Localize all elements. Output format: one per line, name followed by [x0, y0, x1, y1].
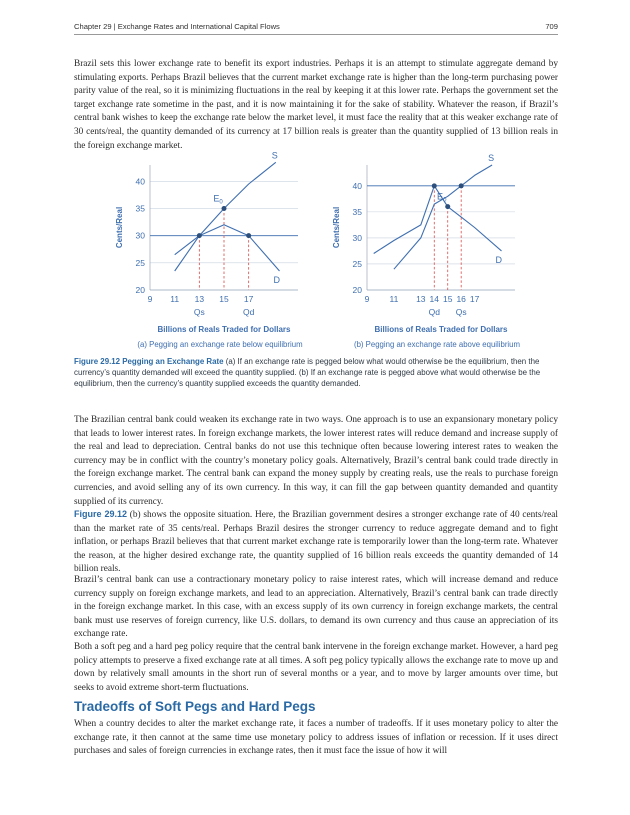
supply-curve	[175, 162, 276, 271]
supply-label: S	[271, 150, 278, 161]
y-tick-label: 20	[352, 285, 362, 295]
demand-label: D	[273, 274, 280, 285]
header-rule	[74, 34, 558, 35]
supply-label: S	[488, 153, 495, 163]
page-header	[74, 22, 558, 31]
y-tick-label: 40	[352, 180, 362, 191]
chart-a	[108, 150, 308, 352]
chart-b	[325, 153, 525, 352]
equilibrium-label: $E_0$	[213, 193, 223, 206]
intersection-point	[445, 204, 450, 209]
page-number: 709	[545, 22, 558, 31]
y-tick-label: 40	[135, 176, 145, 187]
intersection-point	[246, 233, 251, 238]
quantity-label: Qd	[242, 307, 255, 317]
paragraph-opposite	[74, 508, 558, 577]
y-tick-label: 30	[135, 230, 145, 241]
x-tick-label: 13	[416, 294, 426, 304]
y-axis-title: Cents/Real	[332, 206, 341, 249]
y-tick-label: 30	[352, 232, 362, 243]
quantity-label: Qs	[455, 307, 467, 317]
x-tick-label: 9	[364, 294, 370, 304]
demand-label: D	[495, 254, 503, 265]
x-tick-label: 17	[469, 294, 480, 304]
figure-caption	[74, 356, 558, 389]
paragraph-intro: Brazil sets this lower exchange rate to benefit its export industries. Perhaps it is an attempt to stimulate aggregate demand by stimulating exports. Perhaps Brazil believes that the current market exchange rate is higher than the long-term purchasing power parity value of the real, so it is minimizing fluctuations in the real by keeping it at this lower rate. Perhaps the government set the target exchange rate sometime in the past, and it is now maintaining it for the sake of stability. Whatever the reason, if Brazil’s central bank wishes to keep the exchange rate below the market level, it must face the reality that at this weaker exchange rate of 30 cents/real, the quantity demanded of its currency at 17 billion reals is greater than the quantity supplied of 13 billion reals in the foreign exchange market.	[74, 59, 558, 151]
x-tick-label: 9	[147, 294, 153, 304]
figure-title: Figure 29.12 Pegging an Exchange Rate	[74, 357, 224, 366]
paragraph-soft-hard: Both a soft peg and a hard peg policy require that the central bank intervene in the foreign exchange market. However, a hard peg policy attempts to preserve a fixed exchange rate at all times. A soft peg policy typically allows the exchange rate to move up and down by relatively small amounts in the short run of several months or a year, and to move by larger amounts over time, but seeks to avoid extreme short-term fluctuations.	[74, 642, 558, 693]
chart-subtitle: (b) Pegging an exchange rate above equilibrium	[353, 340, 521, 349]
y-tick-label: 25	[135, 257, 145, 268]
paragraph-contractionary: Brazil’s central bank can use a contractionary monetary policy to raise interest rates, which will increase demand and reduce currency supply on foreign exchange markets, and lead to an appreciation. Alternatively, Brazil’s central bank can trade directly in the foreign exchange market. In this case, with an excess supply of its own currency in foreign exchange markets, the central bank must use reserves of foreign currency, like U.S. dollars, to demand its own currency and thus cause an appreciation of its exchange rate.	[74, 575, 558, 640]
x-tick-label: 11	[170, 294, 180, 304]
y-tick-label: 25	[352, 258, 362, 269]
paragraph-weaken: The Brazilian central bank could weaken its exchange rate in two ways. One approach is to use an expansionary monetary policy that leads to lower interest rates. In foreign exchange markets, the lower interest rates will reduce demand and increase supply of the real and lead to depreciation. Central banks do not use this technique often because lowering interest rates to weaken the currency may be in conflict with the country’s monetary policy goals. Alternatively, Brazil’s central bank could trade directly in the foreign exchange market. The central bank can expand the money supply by creating reals, use the reals to purchase foreign currencies, and avoid selling any of its own currency. In this way, it can fill the gap between quantity demanded and quantity supplied of its currency.	[74, 415, 558, 507]
quantity-label: Qs	[193, 307, 205, 317]
figure-caption-text: (a) If an exchange rate is pegged below what would otherwise be the equilibrium, then the currency’s quantity demanded will exceed the quantity supplied. (b) If an exchange rate is pegged above what would otherwise be the equilibrium, then the currency’s quantity supplied exceeds the quantity demanded.	[74, 357, 541, 388]
section-heading: Tradeoffs of Soft Pegs and Hard Pegs	[74, 699, 316, 714]
x-tick-label: 15	[219, 294, 229, 304]
intersection-point	[432, 183, 437, 188]
y-tick-label: 35	[352, 206, 362, 217]
x-tick-label: 13	[194, 294, 205, 304]
quantity-label: Qd	[428, 307, 440, 317]
x-axis-title: Billions of Reals Traded for Dollars	[374, 325, 508, 334]
paragraph-opposite-text: (b) shows the opposite situation. Here, the Brazilian government desires a stronger exchange rate of 40 cents/real than the market rate of 35 cents/real. Perhaps Brazil desires the stronger currency to reduce aggregate demand and to fight inflation, or perhaps Brazil believes that that current market exchange rate is temporarily lower than the long-term rate. Whatever the reason, at the higher desired exchange rate, the quantity supplied of 16 billion reals exceeds the quantity demanded of 14 billion reals.	[74, 510, 558, 575]
supply-curve	[394, 165, 492, 269]
intersection-point	[222, 206, 227, 211]
chapter-title: Chapter 29 | Exchange Rates and International Capital Flows	[74, 22, 280, 31]
intersection-point	[459, 183, 464, 188]
x-tick-label: 15	[442, 294, 453, 304]
y-axis-title: Cents/Real	[115, 206, 124, 249]
paragraph-tradeoffs: When a country decides to alter the market exchange rate, it faces a number of tradeoffs. If it uses monetary policy to alter the exchange rate, it then cannot at the same time use monetary policy to address issues of inflation or recession. If it uses direct purchases and sales of foreign currencies in exchange rates, then it must face the issue of how it will	[74, 719, 558, 757]
x-tick-label: 14	[429, 294, 440, 304]
x-axis-title: Billions of Reals Traded for Dollars	[157, 325, 291, 334]
y-tick-label: 35	[135, 203, 145, 214]
intersection-point	[197, 233, 202, 238]
x-tick-label: 11	[389, 294, 399, 304]
figure-link[interactable]: Figure 29.12	[74, 509, 127, 519]
x-tick-label: 17	[243, 294, 254, 304]
x-tick-label: 16	[456, 294, 466, 304]
equilibrium-label: $E_0$	[437, 191, 447, 204]
y-tick-label: 20	[135, 285, 145, 295]
chart-subtitle: (a) Pegging an exchange rate below equilibrium	[137, 340, 303, 349]
